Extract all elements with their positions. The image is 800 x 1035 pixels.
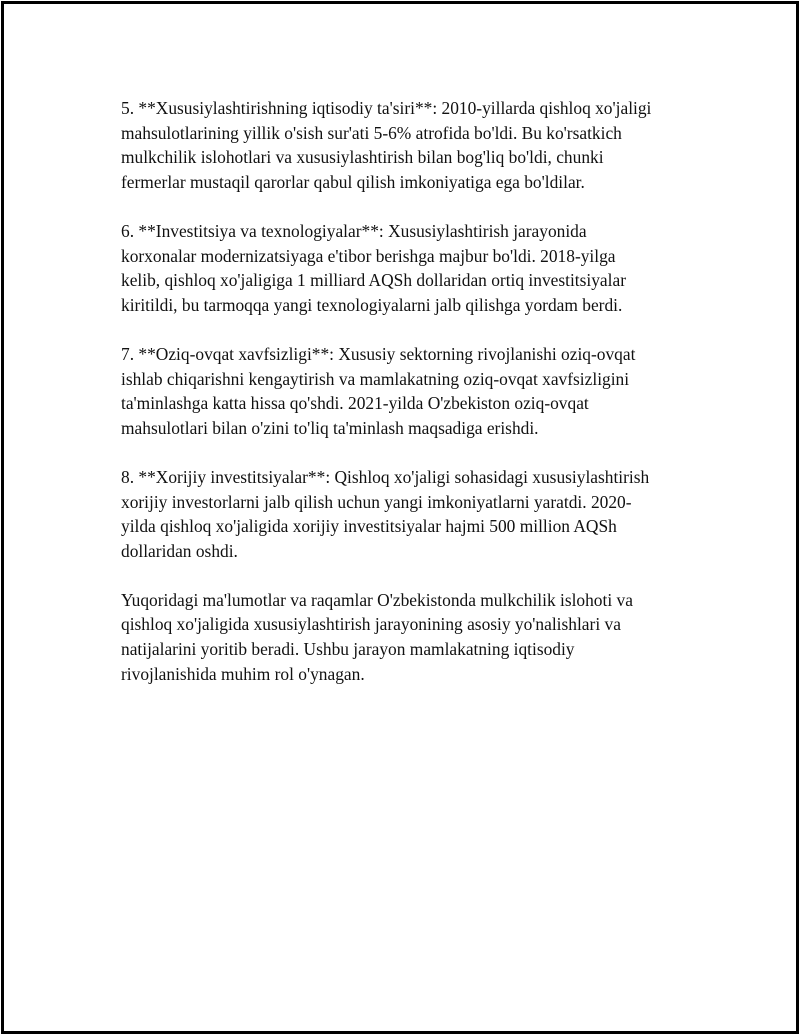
text-line: 8. **Xorijiy investitsiyalar**: Qishloq xo'jaligi sohasidagi xususiylashtirish [121,466,650,487]
paragraph-economic-impact [121,96,691,194]
paragraph-investment-technology [121,219,691,317]
text-line: qishloq xo'jaligida xususiylashtirish jarayonining asosiy yo'nalishlari va [121,614,621,635]
text-line: ishlab chiqarishni kengaytirish va mamlakatning oziq-ovqat xavfsizligini [121,368,630,389]
text-line: dollaridan oshdi. [121,540,238,561]
text-line: Yuqoridagi ma'lumotlar va raqamlar O'zbekistonda mulkchilik islohoti va [121,589,633,610]
text-line: mahsulotlarining yillik o'sish sur'ati 5-6% atrofida bo'ldi. Bu ko'rsatkich [121,122,622,143]
text-line: korxonalar modernizatsiyaga e'tibor berishga majbur bo'ldi. 2018-yilga [121,245,616,266]
text-line: kelib, qishloq xo'jaligiga 1 milliard AQSh dollaridan ortiq investitsiyalar [121,270,626,291]
text-line: mahsulotlari bilan o'zini to'liq ta'minlash maqsadiga erishdi. [121,417,539,438]
text-line: mulkchilik islohotlari va xususiylashtirish bilan bog'liq bo'ldi, chunki [121,147,604,168]
text-line: natijalarini yoritib beradi. Ushbu jarayon mamlakatning iqtisodiy [121,639,575,660]
text-line: 6. **Investitsiya va texnologiyalar**: Xususiylashtirish jarayonida [121,220,587,241]
text-line: ta'minlashga katta hissa qo'shdi. 2021-yilda O'zbekiston oziq-ovqat [121,393,589,414]
paragraph-conclusion [121,588,691,686]
text-line: 7. **Oziq-ovqat xavfsizligi**: Xususiy sektorning rivojlanishi oziq-ovqat [121,343,636,364]
text-line: rivojlanishida muhim rol o'ynagan. [121,663,365,684]
page-frame [1,1,799,1034]
text-line: yilda qishloq xo'jaligida xorijiy investitsiyalar hajmi 500 million AQSh [121,516,617,537]
text-line: xorijiy investorlarni jalb qilish uchun yangi imkoniyatlarni yaratdi. 2020- [121,491,632,512]
text-line: 5. **Xususiylashtirishning iqtisodiy ta'siri**: 2010-yillarda qishloq xo'jaligi [121,98,652,118]
document-body [121,96,691,711]
paragraph-foreign-investment [121,465,691,563]
paragraph-food-security [121,342,691,440]
text-line: kiritildi, bu tarmoqqa yangi texnologiyalarni jalb qilishga yordam berdi. [121,294,623,315]
text-line: fermerlar mustaqil qarorlar qabul qilish imkoniyatiga ega bo'ldilar. [121,171,585,192]
